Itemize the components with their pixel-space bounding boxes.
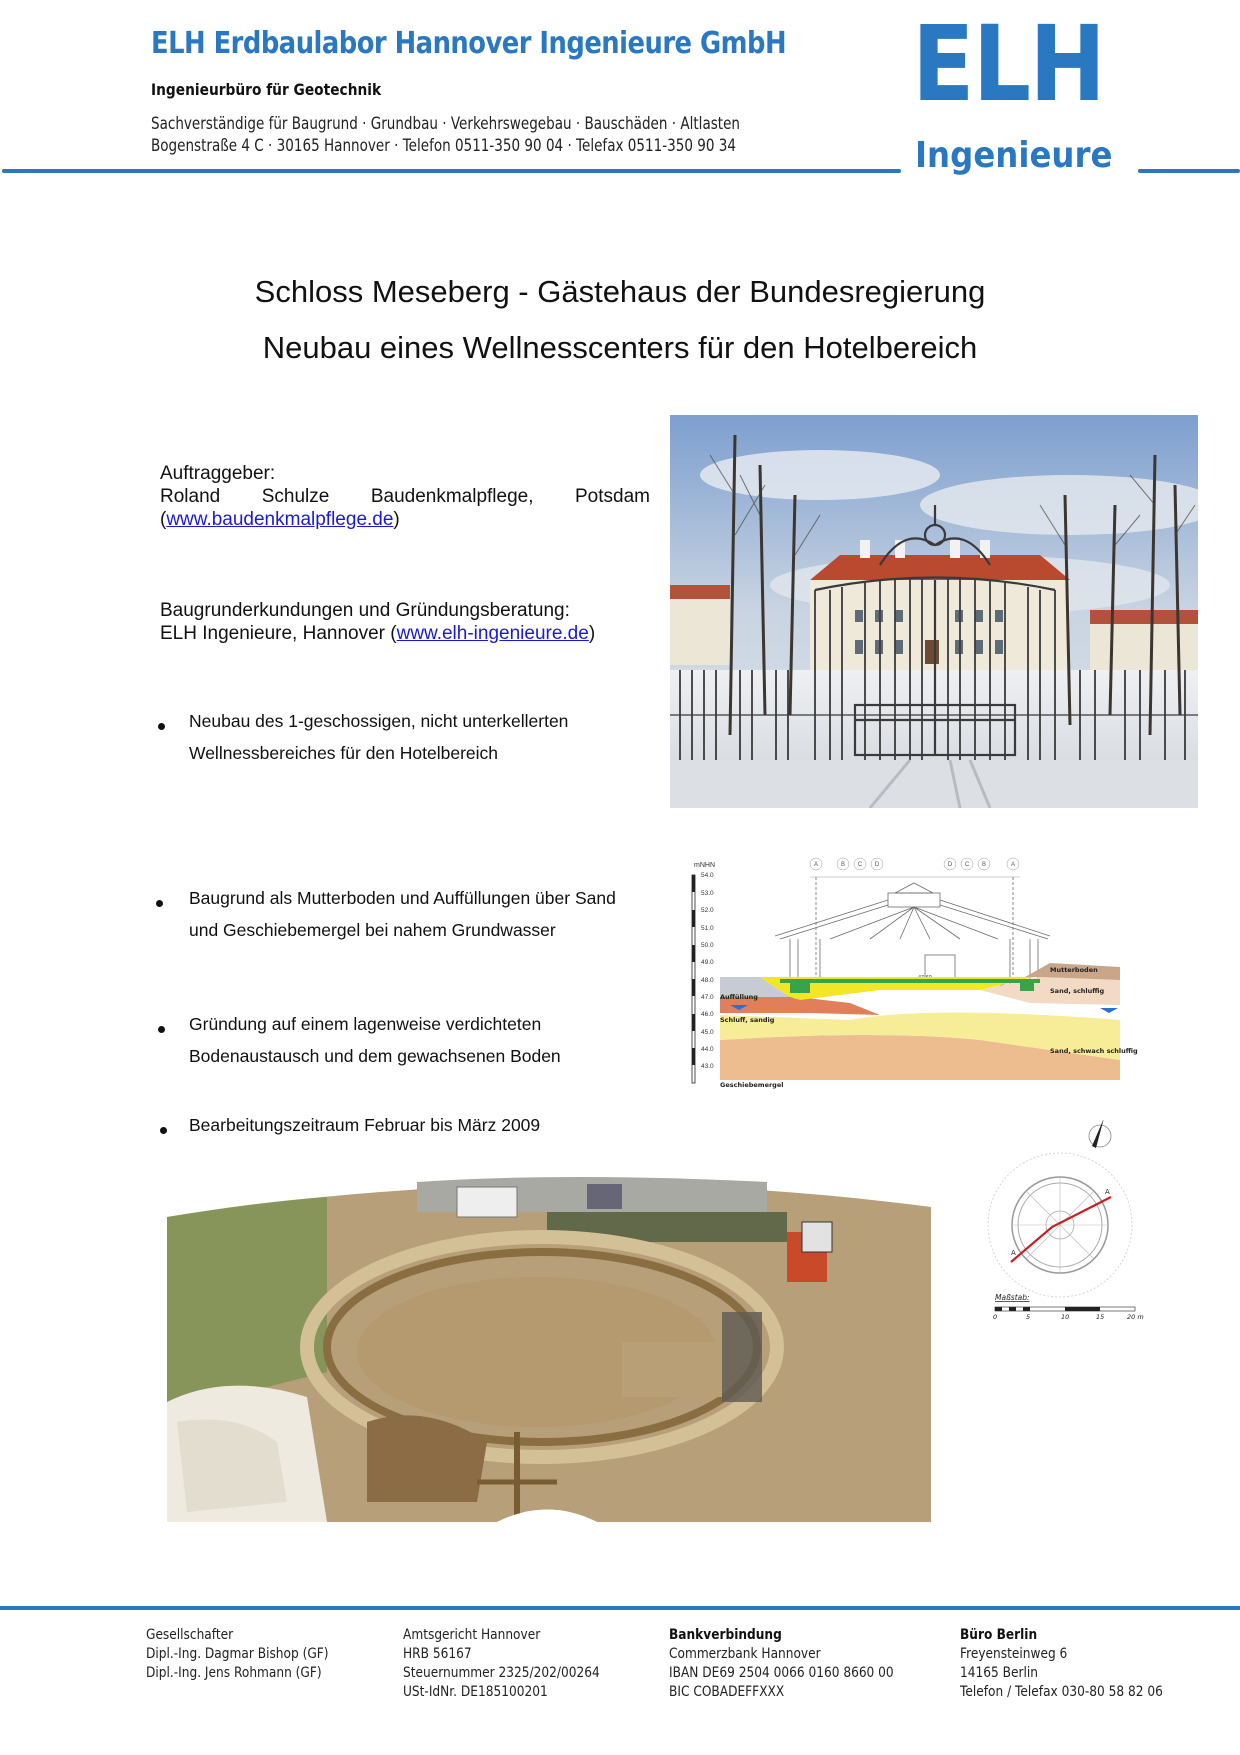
scale-tick: 20 m bbox=[1127, 1313, 1144, 1321]
grid-axis-label: B bbox=[840, 862, 846, 868]
site-plan-graphic bbox=[975, 1120, 1165, 1330]
footer-heading: Amtsgericht Hannover bbox=[403, 1627, 541, 1643]
header-rule-right bbox=[1138, 169, 1240, 173]
footer-line: IBAN DE69 2504 0066 0160 8660 00 bbox=[669, 1665, 894, 1681]
company-address: Bogenstraße 4 C · 30165 Hannover · Telefon 0511-350 90 04 · Telefax 0511-350 90 34 bbox=[151, 136, 736, 155]
layer-label: Mutterboden bbox=[1050, 966, 1098, 974]
footer-registry bbox=[403, 1626, 600, 1702]
client-word: Baudenkmalpflege, bbox=[370, 486, 534, 507]
grid-axis-label: A bbox=[813, 862, 819, 868]
paren: ( bbox=[160, 509, 167, 530]
site-plan bbox=[975, 1120, 1165, 1330]
footer-heading: Büro Berlin bbox=[960, 1627, 1038, 1643]
consultant-website-link[interactable]: www.elh-ingenieure.de bbox=[396, 623, 589, 644]
scale-tick: 52.0 bbox=[701, 907, 714, 914]
company-subtitle: Ingenieurbüro für Geotechnik bbox=[151, 80, 382, 99]
scale-tick: 47.0 bbox=[701, 994, 714, 1001]
bullet-text: und Geschiebemergel bei nahem Grundwasser bbox=[189, 920, 556, 940]
footer-line: Telefon / Telefax 030-80 58 82 06 bbox=[960, 1684, 1163, 1700]
client-word: Roland bbox=[160, 486, 221, 507]
construction-site-photo bbox=[167, 1172, 931, 1522]
client-name bbox=[160, 485, 650, 508]
castle-photo-graphic bbox=[670, 415, 1198, 808]
client-website-link[interactable]: www.baudenkmalpflege.de bbox=[166, 509, 394, 530]
section-marker: A bbox=[1105, 1188, 1110, 1196]
section-marker: A bbox=[1011, 1249, 1016, 1257]
scale-tick: 5 bbox=[1026, 1313, 1031, 1321]
company-name: ELH Erdbaulabor Hannover Ingenieure GmbH bbox=[151, 26, 787, 61]
footer-rule bbox=[0, 1606, 1240, 1610]
scale-tick: 0 bbox=[993, 1313, 998, 1321]
footer-heading: Gesellschafter bbox=[146, 1627, 234, 1643]
scale-tick: 44.0 bbox=[701, 1046, 714, 1053]
scale-label: Maßstab: bbox=[995, 1293, 1030, 1302]
north-arrow-icon bbox=[1089, 1120, 1111, 1148]
consultant-line bbox=[160, 622, 650, 645]
cross-section-graphic bbox=[680, 855, 1180, 1135]
header-rule-left bbox=[2, 169, 901, 173]
footer-heading: Bankverbindung bbox=[669, 1627, 782, 1643]
grid-axis-label: B bbox=[981, 862, 987, 868]
footer-line: USt-IdNr. DE185100201 bbox=[403, 1684, 548, 1700]
scale-tick: 48.0 bbox=[701, 977, 714, 984]
bullet-text: Bearbeitungszeitraum Februar bis März 2009 bbox=[189, 1115, 541, 1135]
scale-tick: 15 bbox=[1096, 1313, 1105, 1321]
layer-label: Schluff, sandig bbox=[720, 1016, 775, 1024]
client-word: Schulze bbox=[261, 486, 330, 507]
footer-line: 14165 Berlin bbox=[960, 1665, 1038, 1681]
scale-tick: 43.0 bbox=[701, 1063, 714, 1070]
scale-tick: 54.0 bbox=[701, 872, 714, 879]
layer-label: Geschiebemergel bbox=[720, 1081, 784, 1089]
bullet-text: Bodenaustausch und dem gewachsenen Boden bbox=[189, 1046, 561, 1066]
scale-tick: 45.0 bbox=[701, 1029, 714, 1036]
bullet-text: Neubau des 1-geschossigen, nicht unterkellerten bbox=[189, 711, 569, 731]
footer-line: Dipl.-Ing. Jens Rohmann (GF) bbox=[146, 1665, 322, 1681]
footer-line: Freyensteinweg 6 bbox=[960, 1646, 1068, 1662]
client-label: Auftraggeber: bbox=[160, 463, 276, 484]
consultant-label: Baugrunderkundungen und Gründungsberatung: bbox=[160, 600, 570, 621]
construction-site-graphic bbox=[167, 1172, 931, 1522]
grid-axis-label: C bbox=[964, 862, 970, 868]
footer-line: Steuernummer 2325/202/00264 bbox=[403, 1665, 600, 1681]
footer-line: HRB 56167 bbox=[403, 1646, 472, 1662]
scale-tick: 50.0 bbox=[701, 942, 714, 949]
paren: ) bbox=[588, 623, 596, 644]
scale-unit: mNHN bbox=[694, 862, 715, 869]
layer-label: Sand, schwach schluffig bbox=[1050, 1047, 1138, 1055]
logo-ingenieure: Ingenieure bbox=[915, 135, 1113, 176]
footer-line: BIC COBADEFFXXX bbox=[669, 1684, 785, 1700]
bullet-text: Wellnessbereiches für den Hotelbereich bbox=[189, 743, 499, 763]
client-link-line bbox=[160, 508, 650, 531]
bullet-icon bbox=[158, 723, 165, 730]
footer-shareholders bbox=[146, 1626, 329, 1683]
footer-line: Dipl.-Ing. Dagmar Bishop (GF) bbox=[146, 1646, 329, 1662]
grid-axis-label: C bbox=[857, 862, 863, 868]
scale-tick: 10 bbox=[1061, 1313, 1070, 1321]
consultant-name: ELH Ingenieure, Hannover ( bbox=[160, 623, 397, 644]
company-services: Sachverständige für Baugrund · Grundbau · Verkehrswegebau · Bauschäden · Altlasten bbox=[151, 114, 740, 133]
grid-axis-label: A bbox=[1010, 862, 1016, 868]
bullet-text: Baugrund als Mutterboden und Auffüllungen über Sand bbox=[189, 888, 616, 908]
document-title-line2: Neubau eines Wellnesscenters für den Hotelbereich bbox=[262, 330, 978, 365]
section-line bbox=[1011, 1197, 1111, 1262]
bullet-icon bbox=[158, 1026, 165, 1033]
footer-line: Commerzbank Hannover bbox=[669, 1646, 821, 1662]
client-block bbox=[160, 462, 650, 531]
document-title-line1: Schloss Meseberg - Gästehaus der Bundesregierung bbox=[254, 274, 986, 309]
bullet-text: Gründung auf einem lagenweise verdichteten bbox=[189, 1014, 542, 1034]
consultant-block bbox=[160, 599, 650, 645]
grid-axis-label: D bbox=[874, 862, 880, 868]
bullet-icon bbox=[156, 900, 163, 907]
logo-elh: ELH bbox=[912, 3, 1105, 125]
client-word: Potsdam bbox=[575, 486, 650, 507]
castle-photo bbox=[670, 415, 1198, 808]
scale-tick: 51.0 bbox=[701, 925, 714, 932]
layer-label: Auffüllung bbox=[720, 993, 758, 1001]
paren: ) bbox=[393, 509, 400, 530]
cross-section-diagram bbox=[680, 855, 1180, 1135]
scale-tick: 53.0 bbox=[701, 890, 714, 897]
scale-tick: 49.0 bbox=[701, 959, 714, 966]
grid-axis-label: D bbox=[947, 862, 953, 868]
layer-label: Sand, schluffig bbox=[1050, 987, 1105, 995]
footer-berlin-office bbox=[960, 1626, 1163, 1702]
scale-tick: 46.0 bbox=[701, 1011, 714, 1018]
bullet-icon bbox=[160, 1127, 167, 1134]
footer-bank bbox=[669, 1626, 894, 1702]
